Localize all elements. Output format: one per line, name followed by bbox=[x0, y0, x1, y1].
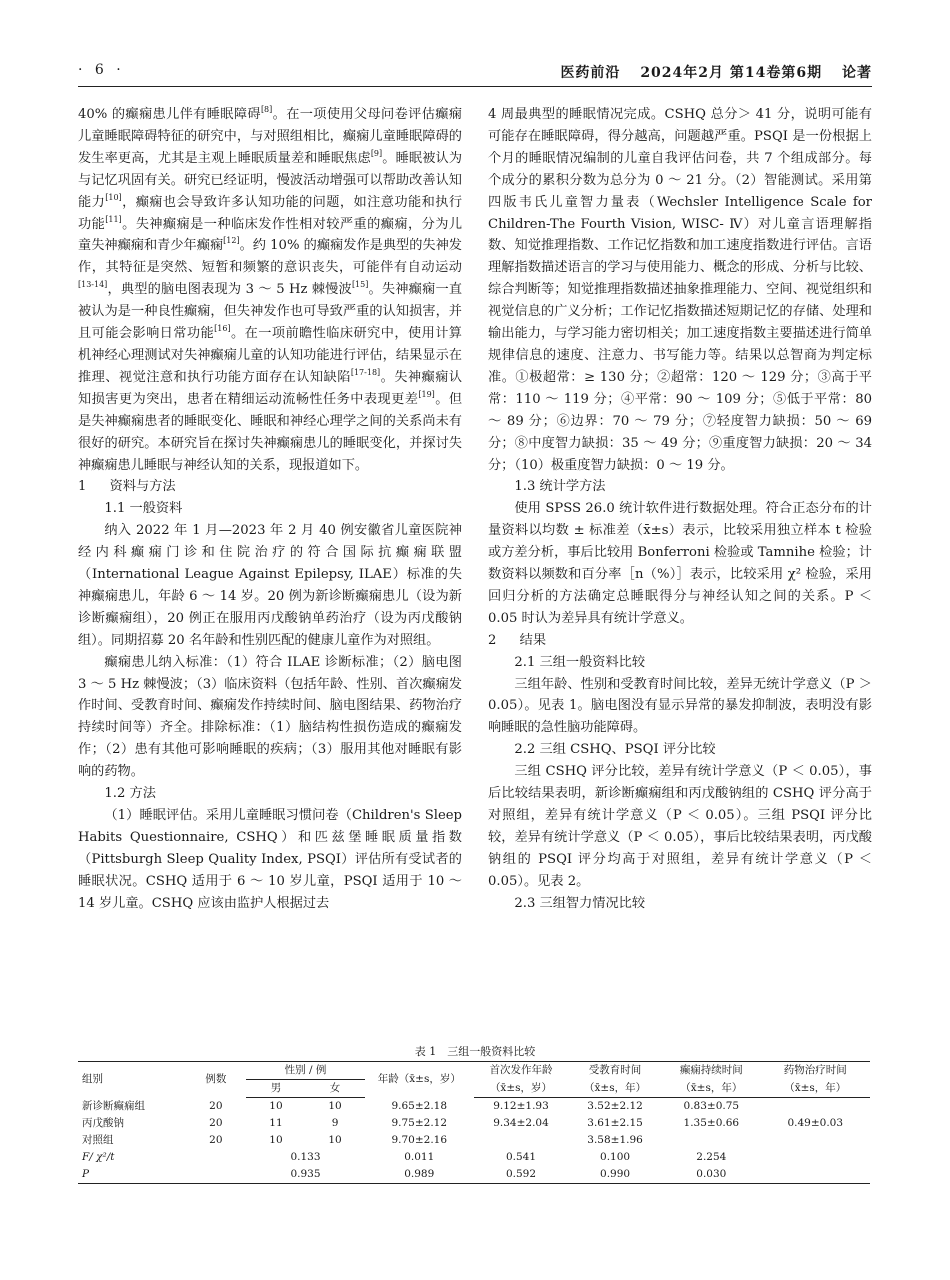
left-column bbox=[78, 104, 462, 915]
citation: [13-14] bbox=[78, 280, 108, 290]
section-heading: 1 资料与方法 bbox=[78, 479, 176, 495]
citation: [12] bbox=[223, 236, 240, 246]
table-1 bbox=[78, 1061, 870, 1184]
page-header bbox=[78, 58, 872, 87]
journal-info bbox=[546, 62, 872, 82]
paragraph: 纳入 2022 年 1 月—2023 年 2 月 40 例安徽省儿童医院神经内科癫痫门诊和住院治疗的符合国际抗癫痫联盟（International League Against Epilepsy, ILAE）标准的失神癫痫患儿，年龄 6 ～ 14 岁。20 例为新诊断癫痫患儿（设为新诊断癫痫组），20 例正在服用丙戊酸钠单药治疗（设为丙戊酸钠组）。同期招募 20 名年龄和性别匹配的健康儿童作为对照组。 bbox=[78, 523, 462, 648]
header-onset: 首次发作年龄 bbox=[474, 1062, 568, 1080]
citation: [10] bbox=[105, 192, 122, 202]
journal-name: 医药前沿 bbox=[560, 65, 621, 81]
citation: [17-18] bbox=[350, 367, 381, 377]
article-category: 论著 bbox=[842, 65, 872, 81]
citation: [16] bbox=[214, 324, 231, 334]
journal-issue: 2024年2月 第14卷第6期 bbox=[640, 65, 823, 81]
header-group: 组别 bbox=[78, 1062, 185, 1098]
header-duration: 癫痫持续时间 bbox=[662, 1062, 760, 1080]
subsection-heading: 1.3 统计学方法 bbox=[514, 479, 606, 495]
table-row-stat: F/ χ²/t 0.133 0.011 0.541 0.100 2.254 bbox=[82, 1151, 727, 1163]
header-n: 例数 bbox=[185, 1062, 246, 1098]
page-number: · 6 · bbox=[78, 62, 125, 78]
table-row: 丙戊酸钠 20 11 9 9.75±2.12 9.34±2.04 3.61±2.15 1.35±0.66 0.49±0.03 bbox=[82, 1117, 844, 1129]
subsection-heading: 2.2 三组 CSHQ、PSQI 评分比较 bbox=[514, 742, 716, 758]
header-female: 女 bbox=[306, 1080, 365, 1098]
table-caption: 表 1 三组一般资料比较 bbox=[414, 1045, 536, 1058]
header-medication-unit: （x̄±s，年） bbox=[761, 1080, 870, 1098]
citation: [15] bbox=[351, 280, 369, 290]
paragraph: 癫痫患儿纳入标准：（1）符合 ILAE 诊断标准；（2）脑电图 3 ～ 5 Hz 棘慢波；（3）临床资料（包括年龄、性别、首次癫痫发作时间、受教育时间、癫痫发作持续时间、脑电图结果、药物治疗持续时间等）齐全。排除标准：（1）脑结构性损伤造成的癫痫发作；（2）患有其他可影响睡眠的疾病；（3）服用其他对睡眠有影响的药物。 bbox=[78, 654, 462, 780]
subsection-heading: 2.3 三组智力情况比较 bbox=[514, 895, 646, 911]
header-onset-unit: （x̄±s，岁） bbox=[474, 1080, 568, 1098]
header-education: 受教育时间 bbox=[568, 1062, 662, 1080]
table-row: 新诊断癫痫组 20 10 10 9.65±2.18 9.12±1.93 3.52±2.12 0.83±0.75 bbox=[82, 1099, 740, 1112]
paragraph: 使用 SPSS 26.0 统计软件进行数据处理。符合正态分布的计量资料以均数 ± 标准差（x̄±s）表示，比较采用独立样本 t 检验或方差分析，事后比较用 Bonferroni 检验或 Tamnihe 检验；计数资料以频数和百分率［n（%）］表示，比较采用 χ² 检验，采用回归分析的方法确定总睡眠得分与神经认知之间的关系。P ＜ 0.05 时认为差异具有统计学意义。 bbox=[488, 501, 872, 626]
paragraph: （1）睡眠评估。采用儿童睡眠习惯问卷（Children's Sleep Habits Questionnaire, CSHQ）和匹兹堡睡眠质量指数（Pittsburgh Sleep Quality Index, PSQI）评估所有受试者的睡眠状况。CSHQ 适用于 6 ～ 10 岁儿童，PSQI 适用于 10 ～ 14 岁儿童。CSHQ 应该由监护人根据过去 bbox=[78, 808, 462, 911]
table-row-p: P 0.935 0.989 0.592 0.990 0.030 bbox=[78, 1166, 870, 1184]
citation: [11] bbox=[105, 214, 122, 224]
paragraph: 三组 CSHQ 评分比较，差异有统计学意义（P ＜ 0.05），事后比较结果表明，新诊断癫痫组和丙戊酸钠组的 CSHQ 评分高于对照组，差异有统计学意义（P ＜ 0.05）。三组 PSQI 评分比较，差异有统计学意义（P ＜ 0.05），事后比较结果表明，丙戊酸钠组的 PSQI 评分均高于对照组，差异有统计学意义（P ＜ 0.05）。见表 2。 bbox=[488, 764, 872, 889]
paragraph: 4 周最典型的睡眠情况完成。CSHQ 总分＞ 41 分，说明可能有可能存在睡眠障碍，得分越高，问题越严重。PSQI 是一份根据上个月的睡眠情况编制的儿童自我评估问卷，共 7 个组成部分。每个成分的累积分数为总分为 0 ～ 21 分。（2）智能测试。采用第四版韦氏儿童智力量表（Wechsler Intelligence Scale for Children-The Fourth Vision, WISC- Ⅳ）对儿童言语理解指数、知觉推理指数、工作记忆指数和加工速度指数进行评估。言语理解指数描述语言的学习与使用能力、概念的形成、分析与比较、综合判断等；知觉推理指数描述抽象推理能力、空间、视觉组织和视觉信息的广义分析；工作记忆指数描述短期记忆的存储、处理和输出能力，与学习能力密切相关；加工速度指数主要描述进行简单规律信息的速度、注意力、书写能力等。结果以总智商为判定标准。①极超常：≥ 130 分；②超常：120 ～ 129 分；③高于平常：110 ～ 119 分；④平常：90 ～ 109 分；⑤低于平常：80 ～ 89 分；⑥边界：70 ～ 79 分；⑦轻度智力缺损：50 ～ 69 分；⑧中度智力缺损：35 ～ 49 分；⑨重度智力缺损：20 ～ 34 分；（10）极重度智力缺损：0 ～ 19 分。 bbox=[488, 107, 872, 473]
header-education-unit: （x̄±s，年） bbox=[568, 1080, 662, 1098]
header-duration-unit: （x̄±s，年） bbox=[662, 1080, 760, 1098]
header-age: 年龄（x̄±s，岁） bbox=[365, 1062, 474, 1098]
header-sex: 性别 / 例 bbox=[246, 1062, 364, 1080]
subsection-heading: 1.1 一般资料 bbox=[104, 501, 183, 517]
table-row: 对照组 20 10 10 9.70±2.16 3.58±1.96 bbox=[82, 1134, 643, 1146]
citation: [8] bbox=[260, 105, 273, 114]
section-heading: 2 结果 bbox=[488, 632, 547, 648]
header-male: 男 bbox=[246, 1080, 305, 1098]
intro-paragraph: 40% 的癫痫患儿伴有睡眠障碍[8]。在一项使用父母问卷评估癫痫儿童睡眠障碍特征的研究中，与对照组相比，癫痫儿童睡眠障碍的发生率更高，尤其是主观上睡眠质量差和睡眠焦虑[9]。睡眠被认为与记忆巩固有关。研究已经证明，慢波活动增强可以帮助改善认知能力[10]，癫痫也会导致许多认知功能的问题，如注意功能和执行功能[11]。失神癫痫是一种临床发作性相对较严重的癫痫，分为儿童失神癫痫和青少年癫痫[12]。约 10% 的癫痫发作是典型的失神发作，其特征是突然、短暂和频繁的意识丧失，可能伴有自动运动[13-14]，典型的脑电图表现为 3 ～ 5 Hz 棘慢波[15]。失神癫痫一直被认为是一种良性癫痫，但失神发作也可导致严重的认知损害，并且可能会影响日常功能[16]。在一项前瞻性临床研究中，使用计算机神经心理测试对失神癫痫儿童的认知功能进行评估，结果显示在推理、视觉注意和执行功能方面存在认知缺陷[17-18]。失神癫痫认知损害更为突出，患者在精细运动流畅性任务中表现更差[19]。但是失神癫痫患者的睡眠变化、睡眠和神经心理学之间的关系尚未有很好的研究。本研究旨在探讨失神癫痫患儿的睡眠变化，并探讨失神癫痫患儿睡眠与神经认知的关系，现报道如下。 bbox=[78, 105, 463, 473]
paragraph: 三组年龄、性别和受教育时间比较，差异无统计学意义（P ＞ 0.05）。见表 1。脑电图没有显示异常的暴发抑制波，表明没有影响睡眠的急性脑功能障碍。 bbox=[488, 676, 872, 736]
subsection-heading: 1.2 方法 bbox=[104, 786, 156, 802]
header-medication: 药物治疗时间 bbox=[761, 1062, 870, 1080]
subsection-heading: 2.1 三组一般资料比较 bbox=[514, 654, 646, 670]
citation: [9] bbox=[370, 148, 383, 158]
citation: [19] bbox=[418, 389, 435, 399]
right-column bbox=[488, 104, 872, 915]
